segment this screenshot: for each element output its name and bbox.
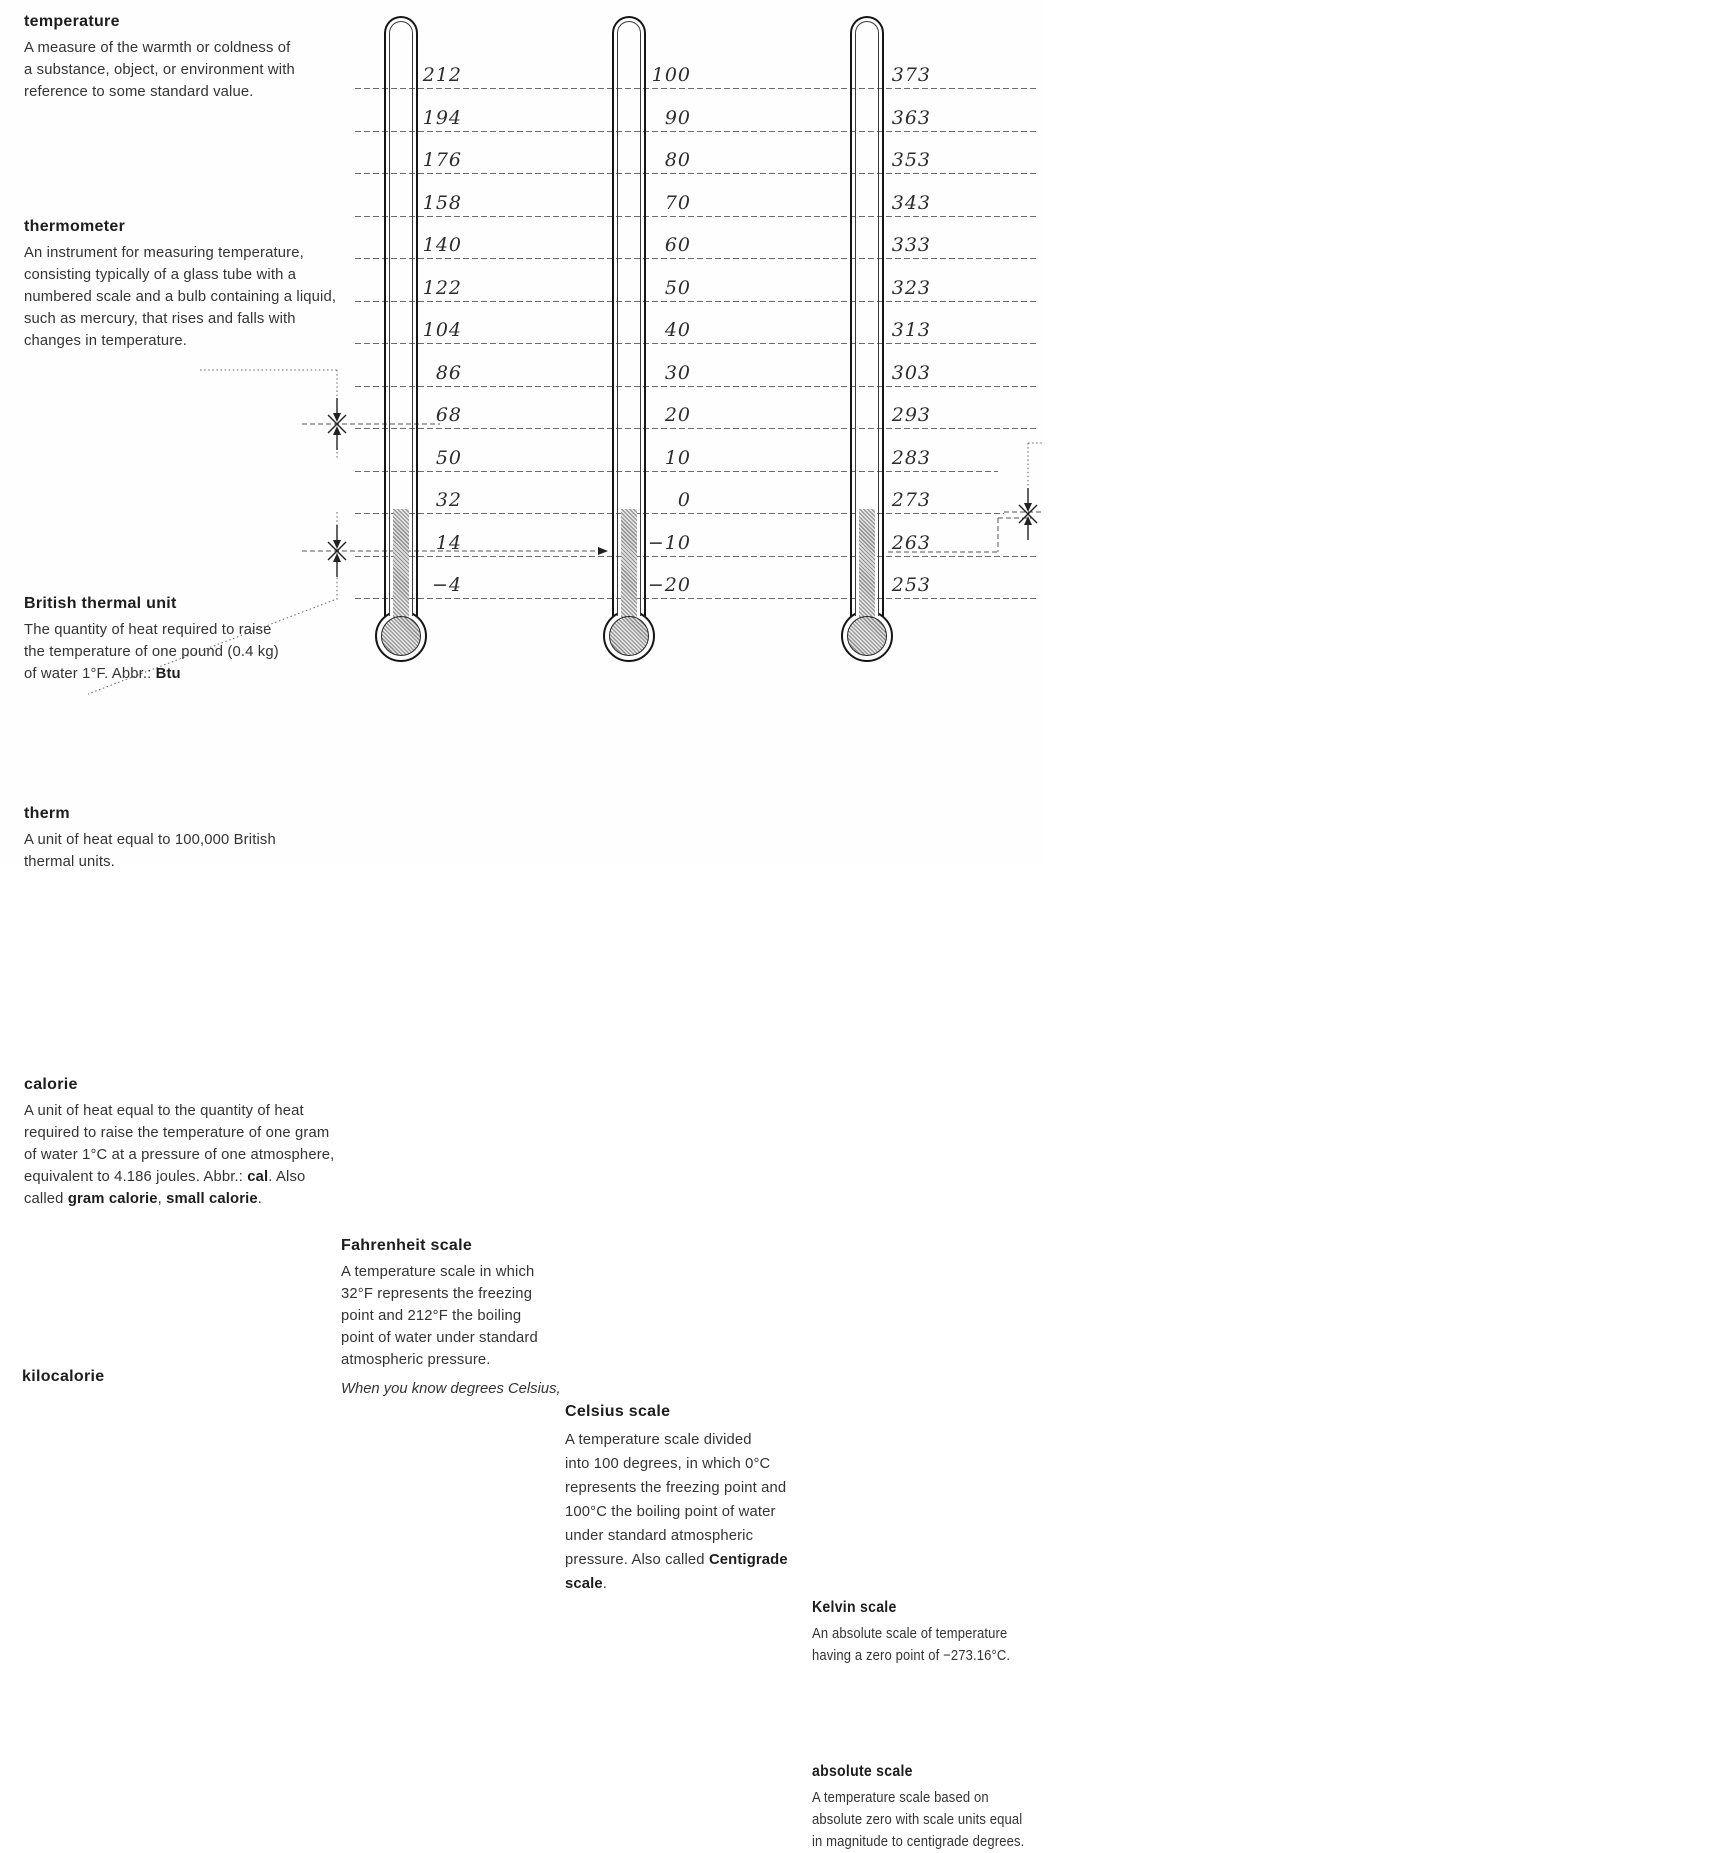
kelvin-scale-label: 303 xyxy=(891,361,931,384)
kelvin-scale-label: 343 xyxy=(891,191,931,214)
definition-british-thermal-unit xyxy=(24,592,1066,685)
kelvin-scale-label: 363 xyxy=(891,106,931,129)
conversion-note: When you know degrees Celsius, xyxy=(341,1381,561,1398)
celsius-scale-label: 80 xyxy=(664,149,691,171)
definition-heading: British thermal unit xyxy=(24,595,177,613)
definition-line: An absolute scale of temperature xyxy=(812,1626,1008,1643)
definition-line: point and 212°F the boiling xyxy=(341,1307,522,1324)
definition-line: equivalent to 4.186 joules. Abbr.: cal. Also xyxy=(24,1168,306,1185)
fahrenheit-scale-label: 32 xyxy=(435,489,462,511)
scale-line xyxy=(355,131,1036,132)
kelvin-scale-label: 293 xyxy=(891,404,931,426)
fahrenheit-scale-label: 104 xyxy=(422,319,462,341)
definition-line: changes in temperature. xyxy=(24,332,188,349)
celsius-scale-label: −20 xyxy=(647,574,691,596)
one-degree-marker-icon xyxy=(1019,488,1037,540)
definition-line: A measure of the warmth or coldness of xyxy=(24,40,291,56)
fahrenheit-scale-label: −4 xyxy=(431,574,462,596)
definition-heading: Celsius scale xyxy=(565,1403,671,1421)
definition-body xyxy=(24,243,1066,352)
definition-heading: calorie xyxy=(24,1076,78,1094)
scale-line xyxy=(355,428,1036,429)
definition-line: A temperature scale in which xyxy=(341,1264,535,1281)
definition-line: absolute zero with scale units equal xyxy=(812,1811,1023,1828)
definition-line: A unit of heat equal to 100,000 British xyxy=(24,831,276,848)
fahrenheit-scale-label: 68 xyxy=(435,404,462,426)
definition-line: of water 1°F. Abbr.: Btu xyxy=(24,665,181,682)
definition-body xyxy=(565,1428,1607,1596)
kelvin-scale-label: 273 xyxy=(891,489,931,511)
definition-line: An instrument for measuring temperature, xyxy=(24,245,304,262)
definition-line: 32°F represents the freezing xyxy=(341,1286,533,1303)
scale-line xyxy=(355,513,1004,514)
scale-line xyxy=(355,386,1036,387)
celsius-scale-label: 90 xyxy=(664,106,691,129)
definition-line: required to raise the temperature of one gram xyxy=(24,1125,330,1142)
definition-line: point of water under standard xyxy=(341,1329,538,1346)
definition-line: numbered scale and a bulb containing a liquid, xyxy=(24,288,337,305)
definition-body xyxy=(341,1262,1383,1371)
definition-body xyxy=(24,620,1066,685)
kelvin-scale-label: 313 xyxy=(891,319,931,341)
celsius-scale-label: 70 xyxy=(664,191,691,214)
kelvin-scale-label: 283 xyxy=(891,446,931,469)
celsius-scale-label: 100 xyxy=(651,64,691,86)
definition-line: scale. xyxy=(565,1576,608,1593)
fahrenheit-scale-label: 158 xyxy=(422,191,462,214)
definition-calorie xyxy=(24,1073,1066,1210)
fahrenheit-scale-label: 86 xyxy=(435,361,462,384)
kelvin-scale-label: 373 xyxy=(891,64,931,86)
definition-line: in magnitude to centigrade degrees. xyxy=(812,1833,1025,1850)
scale-line xyxy=(355,471,998,472)
definition-line: of water 1°C at a pressure of one atmosphere, xyxy=(24,1146,335,1163)
celsius-scale-label: −10 xyxy=(647,531,691,554)
definition-body xyxy=(24,830,1066,874)
scale-line xyxy=(355,556,1036,557)
celsius-scale-label: 10 xyxy=(664,446,691,469)
definition-heading: therm xyxy=(24,804,70,822)
definition-heading: absolute scale xyxy=(812,1762,913,1780)
definition-heading: Kelvin scale xyxy=(812,1599,897,1617)
definition-line: atmospheric pressure. xyxy=(341,1351,491,1368)
fahrenheit-scale-label: 194 xyxy=(422,106,462,129)
definition-line: thermal units. xyxy=(24,853,115,870)
fahrenheit-scale-label: 50 xyxy=(435,446,462,469)
definition-line: 100°C the boiling point of water xyxy=(565,1504,776,1521)
definition-line: A temperature scale divided xyxy=(565,1432,752,1449)
definition-body xyxy=(24,1101,1066,1210)
kelvin-scale-label: 253 xyxy=(891,574,931,596)
definition-thermometer xyxy=(24,215,1066,352)
celsius-scale-label: 40 xyxy=(664,319,691,341)
fahrenheit-scale-label: 176 xyxy=(422,149,462,171)
definition-line: consisting typically of a glass tube with a xyxy=(24,267,297,284)
fahrenheit-scale-label: 122 xyxy=(422,276,462,299)
fahrenheit-scale-label: 212 xyxy=(422,64,462,86)
fahrenheit-scale-label: 140 xyxy=(422,234,462,256)
fahrenheit-scale-label: 14 xyxy=(435,531,462,554)
definition-heading: kilocalorie xyxy=(22,1368,105,1386)
definition-line: into 100 degrees, in which 0°C xyxy=(565,1456,771,1473)
kelvin-scale-label: 333 xyxy=(891,234,931,256)
celsius-scale-label: 0 xyxy=(677,489,691,511)
definition-line: represents the freezing point and xyxy=(565,1480,787,1497)
definition-line: A unit of heat equal to the quantity of heat xyxy=(24,1103,304,1120)
celsius-scale-label: 60 xyxy=(664,234,691,256)
definition-line: having a zero point of −273.16°C. xyxy=(812,1648,1011,1665)
kelvin-scale-label: 263 xyxy=(891,531,931,554)
definition-therm xyxy=(24,802,1066,874)
definition-line: A temperature scale based on xyxy=(812,1789,989,1806)
celsius-scale-label: 30 xyxy=(664,361,691,384)
definition-line: reference to some standard value. xyxy=(24,83,254,100)
scale-line xyxy=(355,173,1036,174)
definition-celsius-scale xyxy=(565,1400,1607,1596)
celsius-scale-label: 20 xyxy=(664,404,691,426)
definition-body xyxy=(24,38,1066,103)
definition-temperature xyxy=(24,10,1066,103)
definition-line: under standard atmospheric xyxy=(565,1528,754,1545)
definition-line: The quantity of heat required to raise xyxy=(24,622,272,639)
definition-line: a substance, object, or environment with xyxy=(24,61,295,78)
one-degree-marker-icon xyxy=(328,398,346,450)
definition-line: such as mercury, that rises and falls with xyxy=(24,310,296,327)
definition-heading: temperature xyxy=(24,13,120,30)
definition-absolute-scale xyxy=(812,1760,1729,1853)
kelvin-scale-label: 323 xyxy=(891,276,931,299)
celsius-scale-label: 50 xyxy=(664,276,691,299)
kelvin-scale-label: 353 xyxy=(891,149,931,171)
definition-body xyxy=(812,1788,1729,1853)
definition-line: called gram calorie, small calorie. xyxy=(24,1190,263,1207)
definition-fahrenheit-scale xyxy=(341,1234,1383,1400)
definition-kelvin-scale xyxy=(812,1596,1729,1668)
definition-line: pressure. Also called Centigrade xyxy=(565,1552,788,1569)
definition-line: the temperature of one pound (0.4 kg) xyxy=(24,644,279,661)
one-degree-marker-icon xyxy=(328,525,346,577)
definition-body xyxy=(812,1624,1729,1668)
definition-heading: thermometer xyxy=(24,218,126,236)
definition-heading: Fahrenheit scale xyxy=(341,1237,473,1255)
